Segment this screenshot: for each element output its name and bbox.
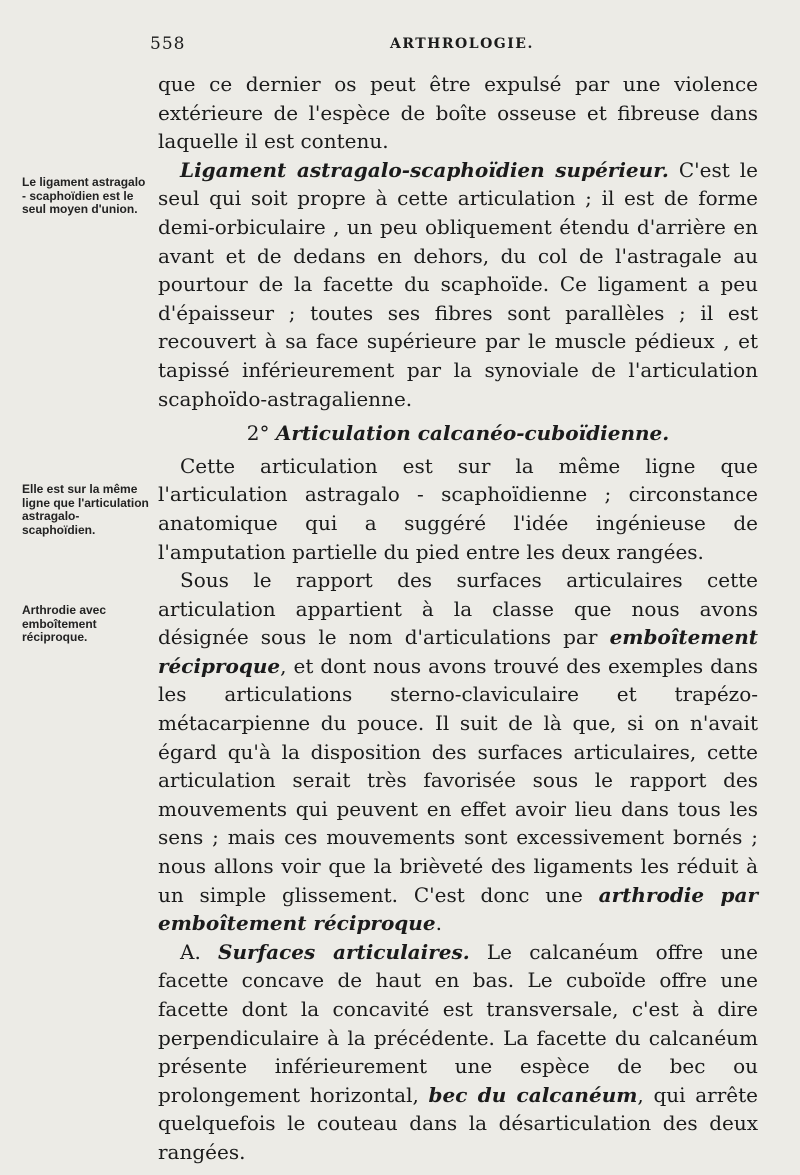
body-text bbox=[158, 70, 758, 1167]
emphasis-bec: bec du calcanéum bbox=[428, 1082, 638, 1107]
text-run: Le calcanéum offre une facette concave de haut en bas. Le cuboïde offre une facette dont la concavité est transversale, c'est à dire perpendiculaire à la précédente. La facette du calcanéum présente inférieurement une espèce de bec ou prolongement horizontal, bbox=[158, 939, 758, 1107]
text-run: , qui arrête quelquefois le couteau dans la désarticulation des deux rangées. bbox=[158, 1082, 758, 1164]
page-number: 558 bbox=[150, 34, 186, 54]
paragraph-surfaces-articulaires bbox=[158, 938, 758, 1167]
paragraph-surfaces-rapport bbox=[158, 566, 758, 938]
section-heading bbox=[158, 419, 758, 448]
running-title: ARTHROLOGIE. bbox=[390, 36, 534, 52]
subsection-title: Surfaces articulaires. bbox=[218, 939, 470, 964]
text-run: Sous le rapport des surfaces articulaires cette articulation appartient à la classe que nous avons désignée sous le nom d'articulations par bbox=[158, 568, 758, 650]
margin-note-arthrodie: Arthrodie avec emboîtement réciproque. bbox=[22, 603, 107, 644]
page-header bbox=[150, 34, 760, 56]
paragraph-continuation: que ce dernier os peut être expulsé par une violence extérieure de l'espèce de boîte osseuse et fibreuse dans laquelle il est contenu. bbox=[158, 72, 758, 154]
ligament-text: C'est le seul qui soit propre à cette articulation ; il est de forme demi-orbiculaire , un peu obliquement étendu d'arrière en avant et de dedans en dehors, du col de l'astragale au pourtour de la facette du scaphoïde. Ce ligament a peu d'épaisseur ; toutes ses fibres sont parallèles ; il est recouvert à sa face supérieure par le muscle pédieux , et tapissé inférieurement par la synoviale de l'articulation scaphoïdo-astragalienne. bbox=[158, 157, 758, 411]
section-number: 2° bbox=[246, 421, 270, 446]
paragraph-same-line: Cette articulation est sur la même ligne que l'articulation astragalo - scaphoïdienne ; circonstance anatomique qui a suggéré l'idée ingénieuse de l'amputation partielle du pied entre les deux rangées. bbox=[158, 453, 758, 564]
subsection-label: A. bbox=[180, 939, 201, 964]
emphasis-arthrodie: arthrodie par emboîtement réciproque bbox=[158, 882, 759, 936]
text-run: , et dont nous avons trouvé des exemples dans les articulations sterno-claviculaire et trapézo-métacarpienne du pouce. Il suit de là que, si on n'avait égard qu'à la disposition des surfaces articulaires, cette articulation serait très favorisée sous le rapport des mouvements qui peuvent en effet avoir lieu dans tous les sens ; mais ces mouvements sont excessivement bornés ; nous allons voir que la brièveté des ligaments les réduit à un simple glissement. C'est donc une bbox=[158, 653, 758, 907]
margin-note-ligament: Le ligament astragalo - scaphoïdien est le seul moyen d'union. bbox=[22, 175, 146, 216]
emphasis-emboitement: emboîtement réciproque bbox=[158, 625, 758, 678]
margin-note-same-line: Elle est sur la même ligne que l'articulation astragalo-scaphoïdien. bbox=[22, 482, 149, 537]
paragraph-ligament bbox=[158, 156, 758, 413]
section-title: Articulation calcanéo-cuboïdienne. bbox=[275, 421, 670, 446]
text-run: . bbox=[435, 911, 442, 936]
ligament-heading: Ligament astragalo-scaphoïdien supérieur. bbox=[180, 157, 669, 182]
